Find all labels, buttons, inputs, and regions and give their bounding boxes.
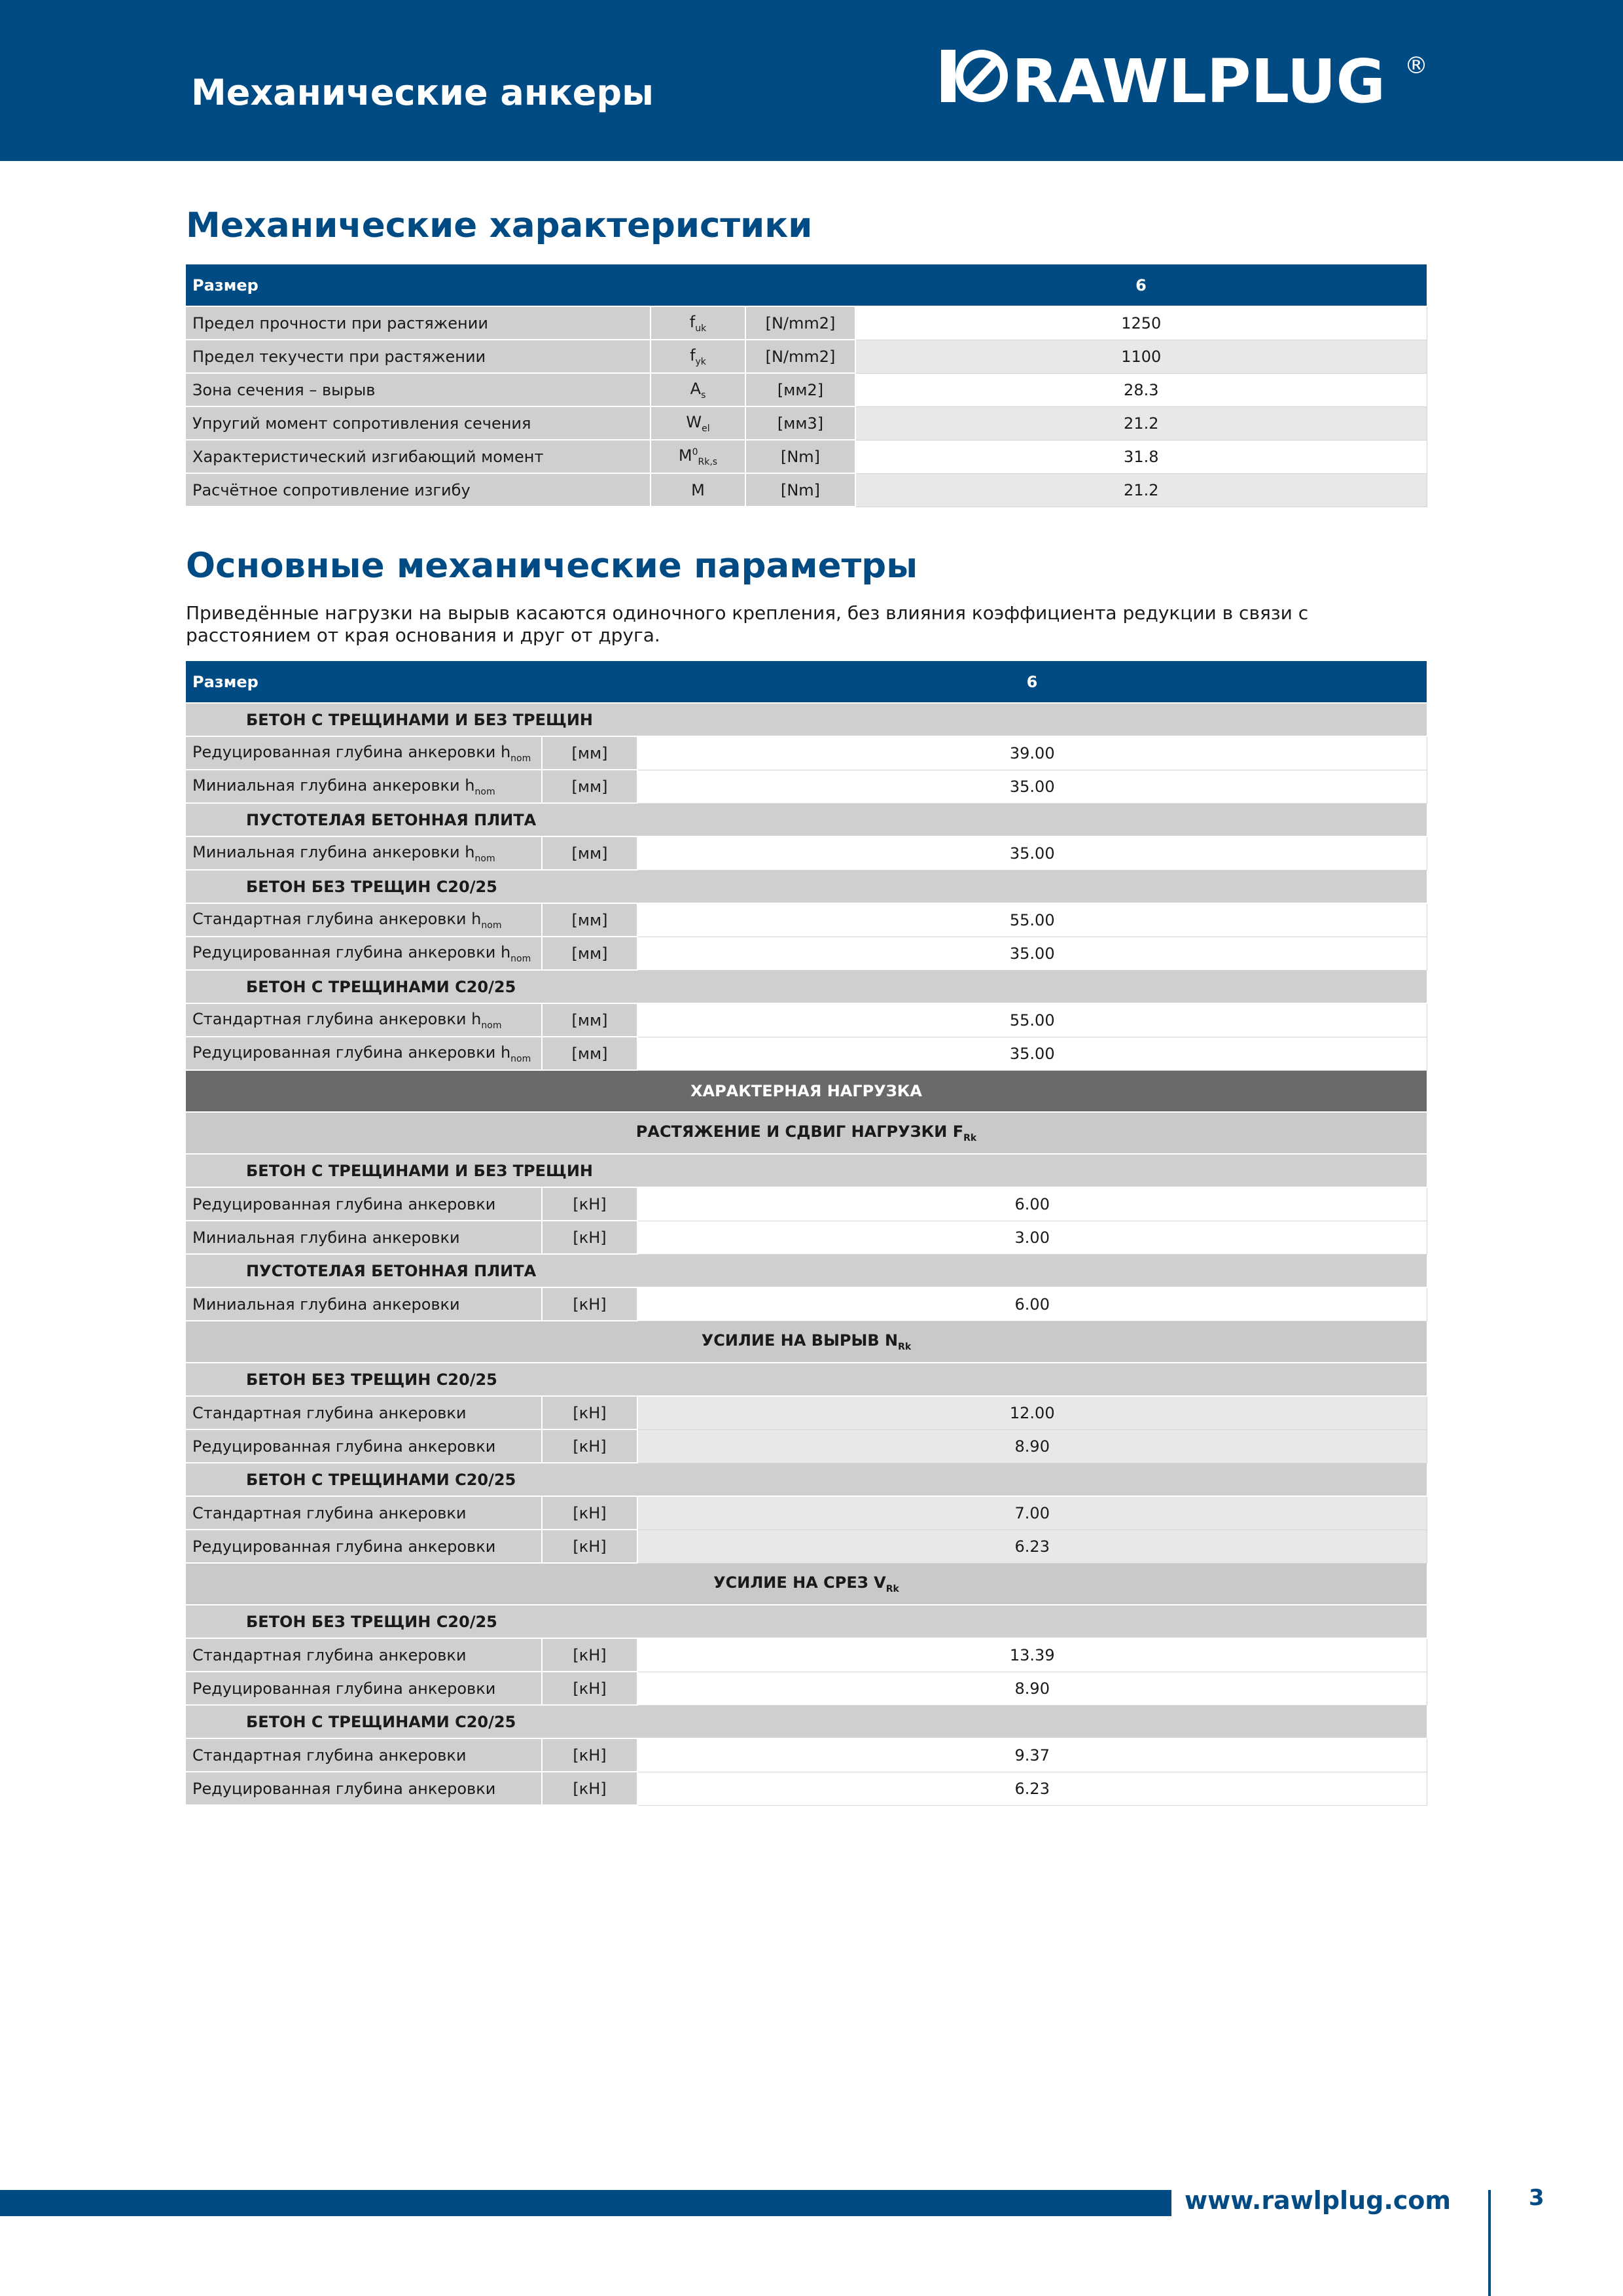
- registered-mark: ®: [1404, 52, 1428, 79]
- table-row: [186, 1221, 1427, 1254]
- row-value: 8.90: [637, 1672, 1427, 1705]
- row-label: Миниальная глубина анкеровки: [186, 1221, 542, 1254]
- table-row: [186, 373, 1427, 406]
- footer-website-link[interactable]: www.rawlplug.com: [1185, 2186, 1451, 2215]
- row-unit: [кН]: [542, 1638, 637, 1672]
- row-unit: [мм]: [542, 836, 637, 870]
- section-description: Приведённые нагрузки на вырыв касаются одиночного крепления, без влияния коэффициента редукции в связи с расстоянием от края основания и друг от друга.: [186, 602, 1309, 646]
- row-unit: [N/mm2]: [745, 340, 855, 373]
- row-unit: [мм]: [542, 770, 637, 803]
- row-value: 39.00: [637, 736, 1427, 770]
- row-label: Редуцированная глубина анкеровки: [186, 1772, 542, 1805]
- row-label: Расчётное сопротивление изгибу: [186, 473, 651, 507]
- row-value: 7.00: [637, 1496, 1427, 1530]
- table-row: [186, 1672, 1427, 1705]
- row-symbol: $f_{uk}$: [651, 306, 745, 340]
- row-unit: [Nm]: [745, 473, 855, 507]
- row-unit: [мм]: [542, 1037, 637, 1070]
- table-row: [186, 1037, 1427, 1070]
- row-value: 6.00: [637, 1187, 1427, 1221]
- row-symbol: $f_{yk}$: [651, 340, 745, 373]
- row-label: Редуцированная глубина анкеровки: [186, 1187, 542, 1221]
- group-row: [186, 970, 1427, 1003]
- group-label: БЕТОН С ТРЕЩИНАМИ С20/25: [186, 1463, 1427, 1496]
- row-label: Редуцированная глубина анкеровки $h_{nom}$: [186, 1037, 542, 1070]
- tension-shear-label: РАСТЯЖЕНИЕ И СДВИГ НАГРУЗКИ $F_{Rk}$: [186, 1112, 1427, 1154]
- row-label: Редуцированная глубина анкеровки $h_{nom}$: [186, 937, 542, 970]
- row-unit: [кН]: [542, 1429, 637, 1463]
- table-row: [186, 406, 1427, 440]
- row-label: Редуцированная глубина анкеровки $h_{nom}$: [186, 736, 542, 770]
- row-value: 6.00: [637, 1287, 1427, 1321]
- row-label: Предел прочности при растяжении: [186, 306, 651, 340]
- table-row: [186, 836, 1427, 870]
- table-header-row: [186, 264, 1427, 306]
- row-value: 31.8: [855, 440, 1427, 473]
- row-label: Предел текучести при растяжении: [186, 340, 651, 373]
- table-row: [186, 1396, 1427, 1429]
- row-unit: [Nm]: [745, 440, 855, 473]
- group-label: ПУСТОТЕЛАЯ БЕТОННАЯ ПЛИТА: [186, 803, 1427, 836]
- row-unit: [мм]: [542, 736, 637, 770]
- row-label: Стандартная глубина анкеровки: [186, 1496, 542, 1530]
- table-header-row: [186, 661, 1427, 703]
- basic-parameters-table: [186, 661, 1427, 1806]
- table-row: [186, 736, 1427, 770]
- characteristic-load-label: ХАРАКТЕРНАЯ НАГРУЗКА: [186, 1070, 1427, 1112]
- table-row: [186, 1772, 1427, 1805]
- row-unit: [мм2]: [745, 373, 855, 406]
- group-row: [186, 870, 1427, 903]
- row-value: 55.00: [637, 903, 1427, 937]
- row-value: 12.00: [637, 1396, 1427, 1429]
- row-label: Стандартная глубина анкеровки: [186, 1396, 542, 1429]
- row-unit: [кН]: [542, 1772, 637, 1805]
- row-unit: [мм]: [542, 903, 637, 937]
- logo-text: RAWLPLUG: [1012, 47, 1386, 113]
- group-row: [186, 1254, 1427, 1287]
- table-row: [186, 1496, 1427, 1530]
- table-row: [186, 1187, 1427, 1221]
- row-unit: [мм]: [542, 937, 637, 970]
- group-row: [186, 1463, 1427, 1496]
- table-row: [186, 1287, 1427, 1321]
- table-row: [186, 1429, 1427, 1463]
- group-row: [186, 1605, 1427, 1638]
- row-label: Стандартная глубина анкеровки $h_{nom}$: [186, 903, 542, 937]
- row-label: Миниальная глубина анкеровки: [186, 1287, 542, 1321]
- row-value: 1250: [855, 306, 1427, 340]
- table-row: [186, 340, 1427, 373]
- row-symbol: $M^0_{Rk,s}$: [651, 440, 745, 473]
- row-value: 55.00: [637, 1003, 1427, 1037]
- row-unit: [кН]: [542, 1738, 637, 1772]
- table-row: [186, 1738, 1427, 1772]
- row-label: Упругий момент сопротивления сечения: [186, 406, 651, 440]
- row-unit: [кН]: [542, 1287, 637, 1321]
- group-label: ПУСТОТЕЛАЯ БЕТОННАЯ ПЛИТА: [186, 1254, 1427, 1287]
- table-row: [186, 903, 1427, 937]
- group-label: БЕТОН БЕЗ ТРЕЩИН С20/25: [186, 1605, 1427, 1638]
- row-label: Редуцированная глубина анкеровки: [186, 1672, 542, 1705]
- row-value: 8.90: [637, 1429, 1427, 1463]
- row-label: Стандартная глубина анкеровки: [186, 1738, 542, 1772]
- row-value: 35.00: [637, 836, 1427, 870]
- row-unit: [кН]: [542, 1396, 637, 1429]
- row-value: 1100: [855, 340, 1427, 373]
- page-number: 3: [1529, 2185, 1544, 2211]
- group-label: БЕТОН БЕЗ ТРЕЩИН С20/25: [186, 870, 1427, 903]
- table-row: [186, 473, 1427, 507]
- group-row: [186, 803, 1427, 836]
- row-value: 28.3: [855, 373, 1427, 406]
- row-label: Зона сечения – вырыв: [186, 373, 651, 406]
- rawlplug-logo: [941, 47, 1432, 113]
- header-value: 6: [855, 264, 1427, 306]
- group-row: [186, 703, 1427, 736]
- group-label: БЕТОН БЕЗ ТРЕЩИН С20/25: [186, 1363, 1427, 1396]
- tension-shear-row: [186, 1112, 1427, 1154]
- row-label: Стандартная глубина анкеровки: [186, 1638, 542, 1672]
- header-value: 6: [637, 661, 1427, 703]
- row-symbol: $A_s$: [651, 373, 745, 406]
- row-value: 9.37: [637, 1738, 1427, 1772]
- row-label: Редуцированная глубина анкеровки: [186, 1530, 542, 1563]
- mechanical-characteristics-table: [186, 264, 1427, 507]
- header-label: Размер: [186, 661, 637, 703]
- row-unit: [кН]: [542, 1672, 637, 1705]
- row-unit: [кН]: [542, 1530, 637, 1563]
- shear-row: [186, 1563, 1427, 1605]
- row-value: 35.00: [637, 1037, 1427, 1070]
- row-value: 6.23: [637, 1530, 1427, 1563]
- pullout-label: УСИЛИЕ НА ВЫРЫВ $N_{Rk}$: [186, 1321, 1427, 1363]
- table-row: [186, 1003, 1427, 1037]
- header-title: Механические анкеры: [191, 72, 654, 113]
- row-value: 21.2: [855, 406, 1427, 440]
- row-value: 3.00: [637, 1221, 1427, 1254]
- group-label: БЕТОН С ТРЕЩИНАМИ С20/25: [186, 970, 1427, 1003]
- row-value: 35.00: [637, 937, 1427, 970]
- row-symbol: $W_{el}$: [651, 406, 745, 440]
- table-row: [186, 937, 1427, 970]
- group-label: БЕТОН С ТРЕЩИНАМИ И БЕЗ ТРЕЩИН: [186, 703, 1427, 736]
- table-row: [186, 1638, 1427, 1672]
- section-title-mechanical: Механические характеристики: [186, 206, 813, 245]
- group-row: [186, 1154, 1427, 1187]
- section-title-basic-parameters: Основные механические параметры: [186, 546, 918, 586]
- row-label: Миниальная глубина анкеровки $h_{nom}$: [186, 770, 542, 803]
- pullout-row: [186, 1321, 1427, 1363]
- footer-divider: [1488, 2190, 1491, 2296]
- row-label: Миниальная глубина анкеровки $h_{nom}$: [186, 836, 542, 870]
- row-label: Редуцированная глубина анкеровки: [186, 1429, 542, 1463]
- row-label: Характеристический изгибающий момент: [186, 440, 651, 473]
- group-label: БЕТОН С ТРЕЩИНАМИ С20/25: [186, 1705, 1427, 1738]
- page-header: [0, 0, 1623, 161]
- row-unit: [N/mm2]: [745, 306, 855, 340]
- footer-bar: [0, 2190, 1171, 2216]
- row-unit: [мм3]: [745, 406, 855, 440]
- group-row: [186, 1705, 1427, 1738]
- row-unit: [кН]: [542, 1187, 637, 1221]
- table-row: [186, 1530, 1427, 1563]
- row-unit: [кН]: [542, 1221, 637, 1254]
- row-value: 13.39: [637, 1638, 1427, 1672]
- table-row: [186, 306, 1427, 340]
- shear-label: УСИЛИЕ НА СРЕЗ $V_{Rk}$: [186, 1563, 1427, 1605]
- group-label: БЕТОН С ТРЕЩИНАМИ И БЕЗ ТРЕЩИН: [186, 1154, 1427, 1187]
- table-row: [186, 770, 1427, 803]
- characteristic-load-row: [186, 1070, 1427, 1112]
- row-label: Стандартная глубина анкеровки $h_{nom}$: [186, 1003, 542, 1037]
- row-value: 35.00: [637, 770, 1427, 803]
- row-unit: [кН]: [542, 1496, 637, 1530]
- header-label: Размер: [186, 264, 855, 306]
- row-symbol: M: [651, 473, 745, 507]
- row-value: 21.2: [855, 473, 1427, 507]
- group-row: [186, 1363, 1427, 1396]
- row-unit: [мм]: [542, 1003, 637, 1037]
- row-value: 6.23: [637, 1772, 1427, 1805]
- table-row: [186, 440, 1427, 473]
